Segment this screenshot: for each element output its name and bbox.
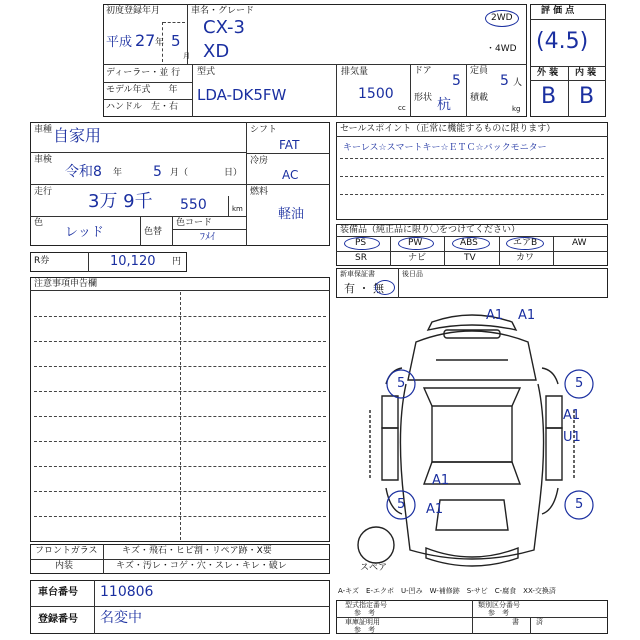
kg-unit: kg xyxy=(512,105,521,113)
fuel-label: 燃料 xyxy=(250,187,269,197)
recycle-unit: 円 xyxy=(172,257,182,267)
color-label: 色 xyxy=(34,218,44,228)
mark-front-left: A1 xyxy=(486,308,504,323)
reg-month-unit: 月 xyxy=(183,52,190,60)
form-label-3: 車庫証明用 xyxy=(345,618,380,626)
grade: XD xyxy=(203,41,230,62)
after-label: 後日品 xyxy=(402,270,423,278)
mark-rl-tire: 5 xyxy=(397,497,406,512)
mark-right-u1: U1 xyxy=(563,430,581,445)
ac: AC xyxy=(282,168,299,182)
mark-front-right: A1 xyxy=(518,308,536,323)
inspection-month-unit: 月（ xyxy=(170,168,189,178)
capacity-label: 定員 xyxy=(470,66,489,76)
mark-left-a1: A1 xyxy=(432,473,450,488)
warranty-value: 有 ・ 無 xyxy=(344,282,384,295)
color-swap-label: 色替 xyxy=(144,227,163,237)
inspection-day-unit: 日） xyxy=(224,168,243,178)
ac-label: 冷房 xyxy=(250,156,269,166)
registration-label: 登録番号 xyxy=(38,614,78,625)
model-year-label: モデル年式 年 xyxy=(106,85,178,95)
notes-label: 注意事項申告欄 xyxy=(34,279,98,289)
equip-aw: AW xyxy=(572,238,587,248)
doors: 5 xyxy=(452,73,461,89)
equip-sr: SR xyxy=(355,253,367,263)
km-unit: km xyxy=(232,205,243,213)
warranty-none-circle xyxy=(375,280,395,295)
mark-fr-tire: 5 xyxy=(575,376,584,391)
rating-score: (4.5) xyxy=(536,29,589,54)
load-label: 積載 xyxy=(470,93,489,103)
equip-airbag: エアB xyxy=(513,238,538,248)
mileage-label: 走行 xyxy=(34,187,53,197)
color-code-label: 色コード xyxy=(176,218,213,228)
form-label-1b: 参 考 xyxy=(354,609,375,617)
interior-cond-label: 内装 xyxy=(55,561,74,571)
recycle-box xyxy=(30,252,187,272)
exterior-label: 外 装 xyxy=(537,68,559,78)
spare-label: スペア xyxy=(360,563,388,573)
inspection-year-unit: 年 xyxy=(113,168,123,178)
name-label: 車名・グレード xyxy=(191,6,255,16)
car-name: CX-3 xyxy=(203,17,245,38)
interior-grade: B xyxy=(579,84,595,109)
registration: 名変中 xyxy=(100,610,142,626)
equip-abs: ABS xyxy=(460,238,478,248)
form-label-4: 書 xyxy=(512,618,519,626)
capacity-unit: 人 xyxy=(513,78,523,88)
equip-pw-circle xyxy=(398,237,434,250)
mark-left-a1-low: A1 xyxy=(426,502,444,517)
reg-year: 27 xyxy=(135,31,156,50)
equipment-label: 装備品（純正品に限り〇をつけてください） xyxy=(340,225,521,235)
sales-point-label: セールスポイント（正常に機能するものに限ります） xyxy=(340,124,556,134)
damage-legend: A-キズ E-エクボ U-凹み W-補修跡 S-サビ C-腐食 XX-交換済 xyxy=(338,587,556,595)
recycle-label: R券 xyxy=(34,256,50,266)
equip-ps-circle xyxy=(344,237,380,250)
reg-label: 初度登録年月 xyxy=(106,6,161,16)
drive-2wd: 2WD xyxy=(491,13,513,23)
mileage-main: 3万 9千 xyxy=(88,191,153,212)
handle-label: ハンドル 左・右 xyxy=(106,102,179,112)
exterior-grade: B xyxy=(541,84,557,109)
color: レッド xyxy=(65,225,104,240)
warranty-label: 新車保証書 xyxy=(340,270,375,278)
sales-point-text: キーレス☆スマートキー☆ＥＴＣ☆バックモニター xyxy=(343,143,547,153)
chassis-label: 車台番号 xyxy=(38,587,78,598)
type-label: 型式 xyxy=(197,67,216,77)
cc-unit: cc xyxy=(398,104,406,112)
reg-era: 平成 xyxy=(106,35,133,50)
use: 自家用 xyxy=(53,126,102,145)
equip-navi: ナビ xyxy=(408,253,427,263)
drive-4wd: ・4WD xyxy=(486,44,517,54)
front-glass-label: フロントガラス xyxy=(35,546,98,556)
model-code: LDA-DK5FW xyxy=(197,86,287,104)
equip-airbag-circle xyxy=(506,237,544,250)
displacement-label: 排気量 xyxy=(341,67,369,77)
equip-tv: TV xyxy=(464,253,476,263)
shift: FAT xyxy=(279,138,300,152)
form-label-2b: 参 考 xyxy=(488,609,509,617)
front-glass-text: キズ・飛石・ヒビ割・リペア跡・X要 xyxy=(122,546,272,556)
dealer-label: ディーラー・並 行 xyxy=(106,68,181,78)
fuel: 軽油 xyxy=(278,207,305,222)
mark-fl-tire: 5 xyxy=(397,376,406,391)
shape-label: 形状 xyxy=(414,93,433,103)
inspection-era: 令和8 xyxy=(65,164,102,180)
displacement: 1500 xyxy=(358,86,394,102)
chassis-number: 110806 xyxy=(100,584,154,600)
door-label: ドア xyxy=(414,66,432,76)
recycle-value: 10,120 xyxy=(110,254,156,269)
interior-label: 内 装 xyxy=(575,68,597,78)
form-label-2: 類別区分番号 xyxy=(478,601,520,609)
equip-abs-circle xyxy=(452,237,490,250)
mark-rr-tire: 5 xyxy=(575,497,584,512)
shift-label: シフト xyxy=(250,125,278,135)
inspection-month: 5 xyxy=(153,164,162,180)
capacity: 5 xyxy=(500,73,509,89)
equip-ps: PS xyxy=(355,238,367,248)
rating-label: 評 価 点 xyxy=(541,6,575,16)
mark-right-a1: A1 xyxy=(563,408,581,423)
form-label-3b: 参 考 xyxy=(354,626,375,634)
interior-cond-text: キズ・汚レ・コゲ・穴・スレ・キレ・破レ xyxy=(116,561,287,571)
reg-year-unit: 年 xyxy=(155,38,165,48)
mileage-sub: 550 xyxy=(180,197,207,213)
shape: 杭 xyxy=(437,97,451,113)
header-box xyxy=(103,4,527,117)
color-code: ﾌﾒｲ xyxy=(200,232,215,243)
inspection-label: 車検 xyxy=(34,155,53,165)
equip-leather: カワ xyxy=(516,253,535,263)
form-label-5: 済 xyxy=(536,618,543,626)
reg-month: 5 xyxy=(171,32,181,50)
equip-pw: PW xyxy=(408,238,423,248)
form-label-1: 型式指定番号 xyxy=(345,601,387,609)
use-label: 車種 xyxy=(34,125,53,135)
